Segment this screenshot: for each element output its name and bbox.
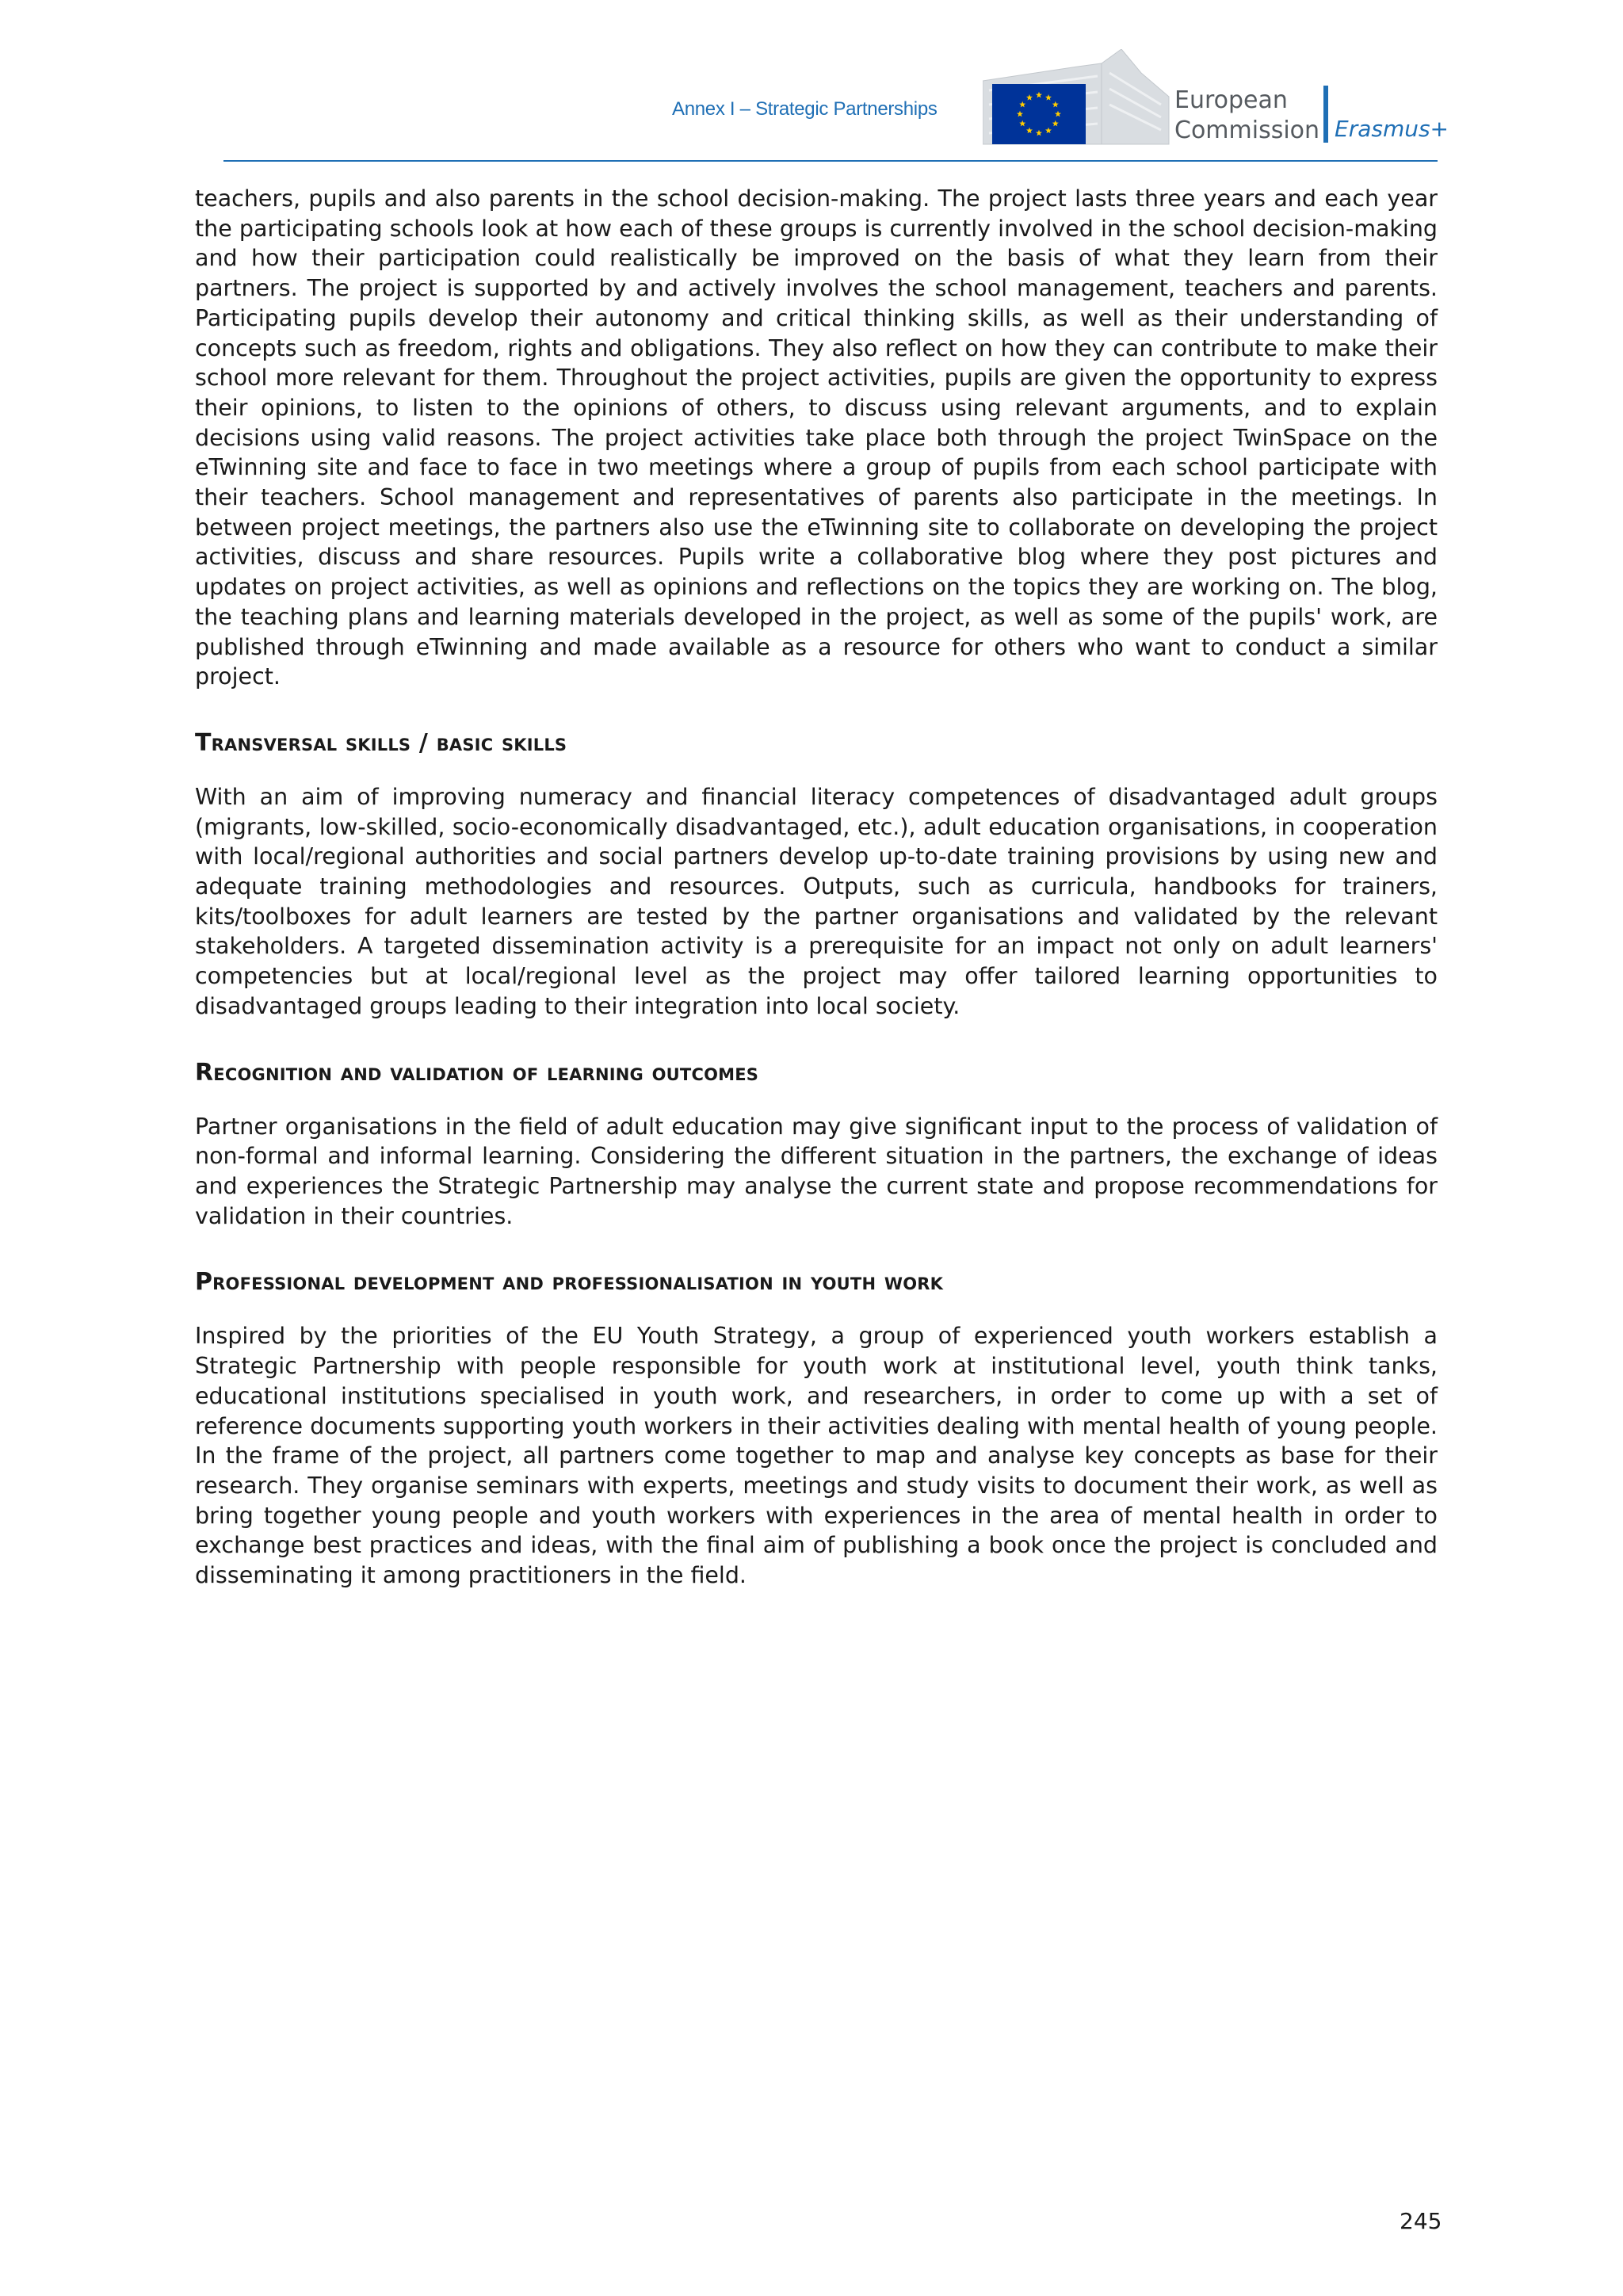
- section-heading-recognition-validation: Recognition and validation of learning outcomes: [195, 1058, 759, 1087]
- section-heading-professional-development: Professional development and professionalisation in youth work: [195, 1268, 944, 1297]
- header-rule: [223, 160, 1438, 162]
- eu-flag-icon: [992, 84, 1086, 144]
- intro-paragraph: teachers, pupils and also parents in the school decision-making. The project lasts three years and each year the participating schools look at how each of these groups is currently involved in the school decision-making and how their participation could realistically be improved on the basis of what they learn from their partners. The project is supported by and actively involves the school management, teachers and parents. Participating pupils develop their autonomy and critical thinking skills, as well as their understanding of concepts such as freedom, rights and obligations. They also reflect on how they can contribute to make their school more relevant for them. Throughout the project activities, pupils are given the opportunity to express their opinions, to listen to the opinions of others, to discuss using relevant arguments, and to explain decisions using valid reasons. The project activities take place both through the project TwinSpace on the eTwinning site and face to face in two meetings where a group of pupils from each school participate with their teachers. School management and representatives of parents also participate in the meetings. In between project meetings, the partners also use the eTwinning site to collaborate on developing the project activities, discuss and share resources. Pupils write a collaborative blog where they post pictures and updates on project activities, as well as opinions and reflections on the topics they are working on. The blog, the teaching plans and learning materials developed in the project, as well as some of the pupils' work, are published through eTwinning and made available as a resource for others who want to conduct a similar project.: [195, 185, 1438, 690]
- wordmark-commission: Commission: [1174, 117, 1320, 144]
- wordmark-european: European: [1174, 86, 1288, 114]
- page-header: [0, 0, 1623, 166]
- section-body-recognition-validation: Partner organisations in the field of adult education may give significant input to the process of validation of non-formal and informal learning. Considering the different situation in the partners, the exchange of ideas and experiences the Strategic Partnership may analyse the current state and propose recommendations for validation in their countries.: [195, 1113, 1438, 1229]
- annex-label: Annex I – Strategic Partnerships: [672, 98, 938, 120]
- section-heading-transversal-skills: Transversal skills / basic skills: [195, 728, 567, 757]
- european-commission-wordmark: [1174, 86, 1319, 146]
- page-number: 245: [1400, 2208, 1442, 2234]
- section-body-transversal-skills: With an aim of improving numeracy and financial literacy competences of disadvantaged adult groups (migrants, low-skilled, socio-economically disadvantaged, etc.), adult education organisations, in cooperation with local/regional authorities and social partners develop up-to-date training provisions by using new and adequate training methodologies and resources. Outputs, such as curricula, handbooks for trainers, kits/toolboxes for adult learners are tested by the partner organisations and validated by the relevant stakeholders. A targeted dissemination activity is a prerequisite for an impact not only on adult learners' competencies but at local/regional level as the project may offer tailored learning opportunities to disadvantaged groups leading to their integration into local society.: [195, 783, 1438, 1019]
- section-body-professional-development: Inspired by the priorities of the EU Youth Strategy, a group of experienced youth workers establish a Strategic Partnership with people responsible for youth work at institutional level, youth think tanks, educational institutions specialised in youth work, and researchers, in order to come up with a set of reference documents supporting youth workers in their activities dealing with mental health of young people. In the frame of the project, all partners come together to map and analyse key concepts as base for their research. They organise seminars with experts, meetings and study visits to document their work, as well as bring together young people and youth workers with experiences in the area of mental health in order to exchange best practices and ideas, with the final aim of publishing a book once the project is concluded and disseminating it among practitioners in the field.: [195, 1323, 1438, 1589]
- erasmus-divider: [1323, 86, 1328, 143]
- document-body: [195, 184, 1438, 1591]
- erasmus-plus-wordmark: Erasmus+: [1335, 116, 1449, 142]
